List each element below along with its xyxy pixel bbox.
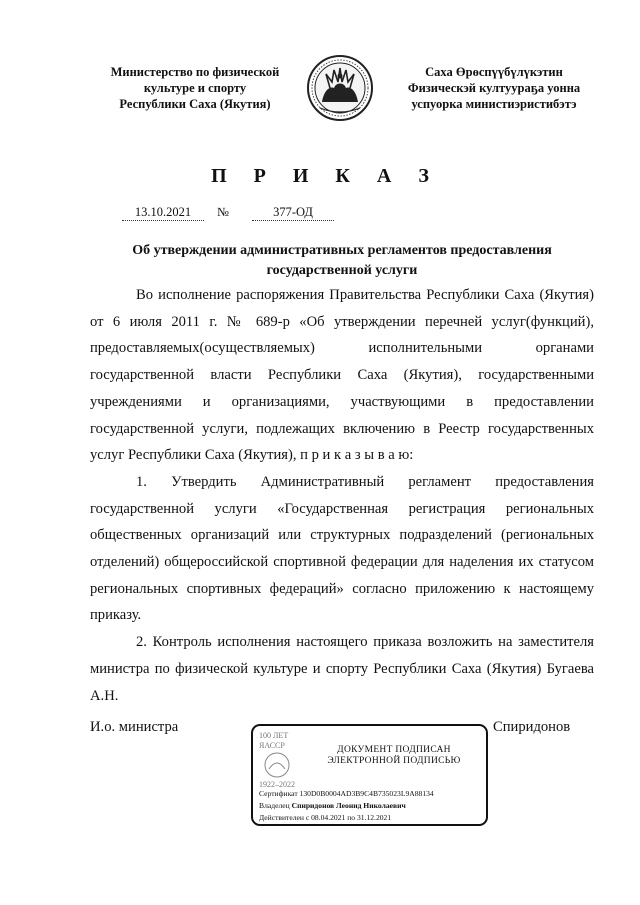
header-right-line: Физическэй култуураҕа уонна	[407, 81, 581, 95]
stamp-caption	[311, 745, 477, 767]
header-left-line: Министерство по физической	[110, 65, 280, 79]
certificate-number: Сертификат 130D0B0004AD3B9C4B735023L9A88134	[259, 789, 434, 798]
heading-line: государственной услуги	[266, 263, 418, 278]
header-right-line: успуорка министиэристибэтэ	[411, 97, 577, 111]
document-body	[90, 282, 594, 709]
document-title: П Р И К А З	[211, 165, 440, 187]
coat-of-arms-sakha-icon	[306, 52, 374, 124]
certificate-owner	[259, 801, 406, 810]
signatory-name: Спиридонов	[493, 719, 571, 735]
stamp-caption-line: ДОКУМЕНТ ПОДПИСАН	[337, 745, 451, 755]
stamp-logo-text: ЯАССР	[259, 741, 285, 750]
body-paragraph-item-1: 1. Утвердить Административный регламент предоставления государственной услуги «Государственная регистрация региональных общественных организаций или структурных подразделений (региональных отделений) общероссийской спортивной федерации для наделения их статусом региональных спортивных федераций» согласно приложению к настоящему приказу.	[90, 473, 594, 624]
ministry-name-russian	[88, 64, 302, 112]
stamp-logo-text: 100 ЛЕТ	[259, 731, 289, 740]
order-number: 377-ОД	[252, 205, 334, 221]
body-paragraph-item-2: 2. Контроль исполнения настоящего приказа возложить на заместителя министра по физической культуре и спорту Республики Саха (Якутия) Бугаева А.Н.	[90, 634, 594, 704]
ministry-name-yakut	[388, 64, 600, 112]
header-left-line: культуре и спорту	[143, 81, 247, 95]
certificate-validity: Действителен с 08.04.2021 по 31.12.2021	[259, 813, 392, 822]
header-right-line: Саха Өрөспүүбүлүкэтин	[425, 65, 563, 79]
electronic-signature-stamp	[251, 724, 488, 826]
signatory-title: И.о. министра	[90, 719, 179, 735]
owner-label: Владелец	[259, 801, 290, 810]
stamp-logo-text: 1922–2022	[259, 780, 295, 789]
owner-name: Спиридонов Леонид Николаевич	[291, 801, 406, 810]
body-paragraph: Во исполнение распоряжения Правительства Республики Саха (Якутия) от 6 июля 2011 г. № 689-р «Об утверждении перечней услуг(функций), предоставляемых(осуществляемых) исполнительными органами государственной власти Республики Саха (Якутия), государственными учреждениями и организациями, участвующими в предоставлении государственной услуги, подлежащих включению в Реестр государственных услуг Республики Саха (Якутия), п р и к а з ы в а ю:	[90, 287, 594, 464]
order-date: 13.10.2021	[122, 205, 204, 221]
stamp-caption-line: ЭЛЕКТРОННОЙ ПОДПИСЬЮ	[327, 756, 461, 766]
order-number-label: №	[217, 205, 229, 219]
header-left-line: Республики Саха (Якутия)	[119, 97, 271, 111]
document-heading	[90, 241, 594, 281]
heading-line: Об утверждении административных регламентов предоставления	[132, 243, 552, 258]
